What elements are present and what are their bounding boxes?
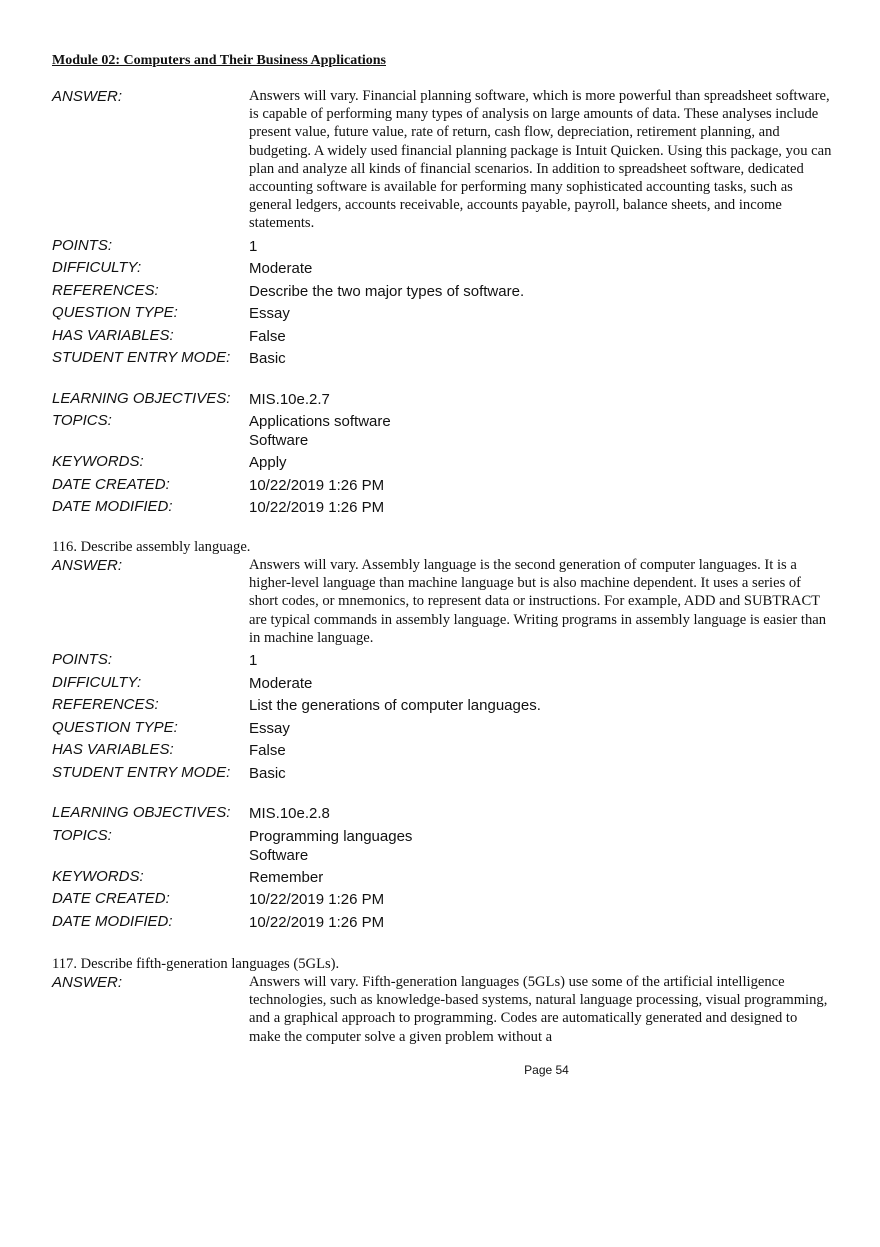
points-row	[52, 237, 832, 260]
topic-item: Applications software	[249, 413, 391, 431]
has-variables-value: False	[249, 742, 286, 760]
difficulty-value: Moderate	[249, 260, 313, 278]
student-entry-mode-row	[52, 349, 832, 372]
question-117-block	[52, 955, 832, 1046]
references-value: List the generations of computer languages.	[249, 697, 541, 715]
has-variables-row	[52, 327, 832, 350]
date-created-row	[52, 890, 832, 913]
topic-item: Software	[249, 432, 309, 450]
learning-objectives-row	[52, 390, 832, 413]
page-number: Page 54	[524, 1063, 569, 1077]
answer-text: Answers will vary. Fifth-generation languages (5GLs) use some of the artificial intelligence technologies, such as knowledge-based systems, natural language processing, visual programming, and a graphical approach to programming. Codes are automatically generated and designed to make the computer solve a given problem without a	[249, 974, 828, 1045]
topics-value	[249, 827, 832, 865]
question-type-value: Essay	[249, 305, 290, 323]
references-label: REFERENCES:	[52, 696, 159, 714]
student-entry-mode-row	[52, 764, 832, 787]
points-value: 1	[249, 652, 258, 670]
answer-row	[52, 556, 832, 647]
topics-label: TOPICS:	[52, 826, 112, 844]
module-title: Module 02: Computers and Their Business Applications	[52, 53, 386, 68]
student-entry-mode-label: STUDENT ENTRY MODE:	[52, 349, 231, 367]
topics-row	[52, 412, 832, 453]
points-label: POINTS:	[52, 651, 113, 669]
has-variables-row	[52, 741, 832, 764]
date-created-row	[52, 476, 832, 499]
date-modified-value: 10/22/2019 1:26 PM	[249, 499, 385, 517]
answer-label: ANSWER:	[52, 974, 123, 991]
question-116-text: 116. Describe assembly language.	[52, 539, 251, 555]
references-label: REFERENCES:	[52, 281, 159, 299]
date-modified-row	[52, 498, 832, 521]
references-value: Describe the two major types of software.	[249, 282, 525, 300]
topics-value	[249, 412, 832, 450]
question-type-value: Essay	[249, 719, 290, 737]
answer-label: ANSWER:	[52, 557, 123, 574]
references-row	[52, 696, 832, 719]
date-modified-value: 10/22/2019 1:26 PM	[249, 913, 385, 931]
topics-row	[52, 827, 832, 868]
date-modified-label: DATE MODIFIED:	[52, 498, 173, 516]
difficulty-row	[52, 674, 832, 697]
references-row	[52, 282, 832, 305]
topic-item: Software	[249, 846, 309, 864]
date-created-label: DATE CREATED:	[52, 890, 170, 908]
question-117-text: 117. Describe fifth-generation languages (5GLs).	[52, 956, 340, 972]
has-variables-label: HAS VARIABLES:	[52, 741, 174, 759]
keywords-row	[52, 453, 832, 476]
learning-objectives-label: LEARNING OBJECTIVES:	[52, 389, 231, 407]
question-type-label: QUESTION TYPE:	[52, 718, 178, 736]
keywords-row	[52, 868, 832, 891]
question-116-block	[52, 538, 832, 935]
points-label: POINTS:	[52, 236, 113, 254]
has-variables-value: False	[249, 327, 286, 345]
difficulty-value: Moderate	[249, 674, 313, 692]
question-type-row	[52, 719, 832, 742]
student-entry-mode-value: Basic	[249, 350, 286, 368]
question-type-row	[52, 304, 832, 327]
topics-label: TOPICS:	[52, 412, 112, 430]
learning-objectives-label: LEARNING OBJECTIVES:	[52, 804, 231, 822]
difficulty-label: DIFFICULTY:	[52, 673, 142, 691]
learning-objectives-value: MIS.10e.2.8	[249, 805, 330, 823]
points-value: 1	[249, 237, 258, 255]
keywords-value: Apply	[249, 454, 287, 472]
student-entry-mode-label: STUDENT ENTRY MODE:	[52, 763, 231, 781]
date-created-value: 10/22/2019 1:26 PM	[249, 476, 385, 494]
learning-objectives-value: MIS.10e.2.7	[249, 390, 330, 408]
question-115-block	[52, 87, 832, 521]
keywords-label: KEYWORDS:	[52, 867, 144, 885]
difficulty-label: DIFFICULTY:	[52, 259, 142, 277]
question-type-label: QUESTION TYPE:	[52, 304, 178, 322]
answer-label: ANSWER:	[52, 88, 123, 105]
keywords-label: KEYWORDS:	[52, 453, 144, 471]
date-created-value: 10/22/2019 1:26 PM	[249, 891, 385, 909]
learning-objectives-row	[52, 804, 832, 827]
topic-item: Programming languages	[249, 827, 413, 845]
answer-text: Answers will vary. Assembly language is the second generation of computer languages. It is a higher-level language than machine language but is also machine dependent. It uses a series of short codes, or mnemonics, to represent data or instructions. For example, ADD and SUBTRACT are typical commands in assembly language. Writing programs in assembly language is easier than in machine language.	[249, 557, 827, 646]
date-modified-row	[52, 913, 832, 936]
date-modified-label: DATE MODIFIED:	[52, 912, 173, 930]
keywords-value: Remember	[249, 868, 324, 886]
answer-row	[52, 87, 832, 233]
answer-row	[52, 973, 832, 1046]
answer-text: Answers will vary. Financial planning software, which is more powerful than spreadsheet software, is capable of performing many types of analysis on large amounts of data. These analyses include present value, future value, rate of return, cash flow, depreciation, retirement planning, and budgeting. A widely used financial planning package is Intuit Quicken. Using this package, you can plan and analyze all kinds of financial scenarios. In addition to spreadsheet software, dedicated accounting software is available for performing many sophisticated accounting tasks, such as general ledgers, accounts receivable, accounts payable, payroll, balance sheets, and income statements.	[249, 88, 832, 232]
date-created-label: DATE CREATED:	[52, 475, 170, 493]
has-variables-label: HAS VARIABLES:	[52, 326, 174, 344]
difficulty-row	[52, 259, 832, 282]
points-row	[52, 651, 832, 674]
student-entry-mode-value: Basic	[249, 764, 286, 782]
